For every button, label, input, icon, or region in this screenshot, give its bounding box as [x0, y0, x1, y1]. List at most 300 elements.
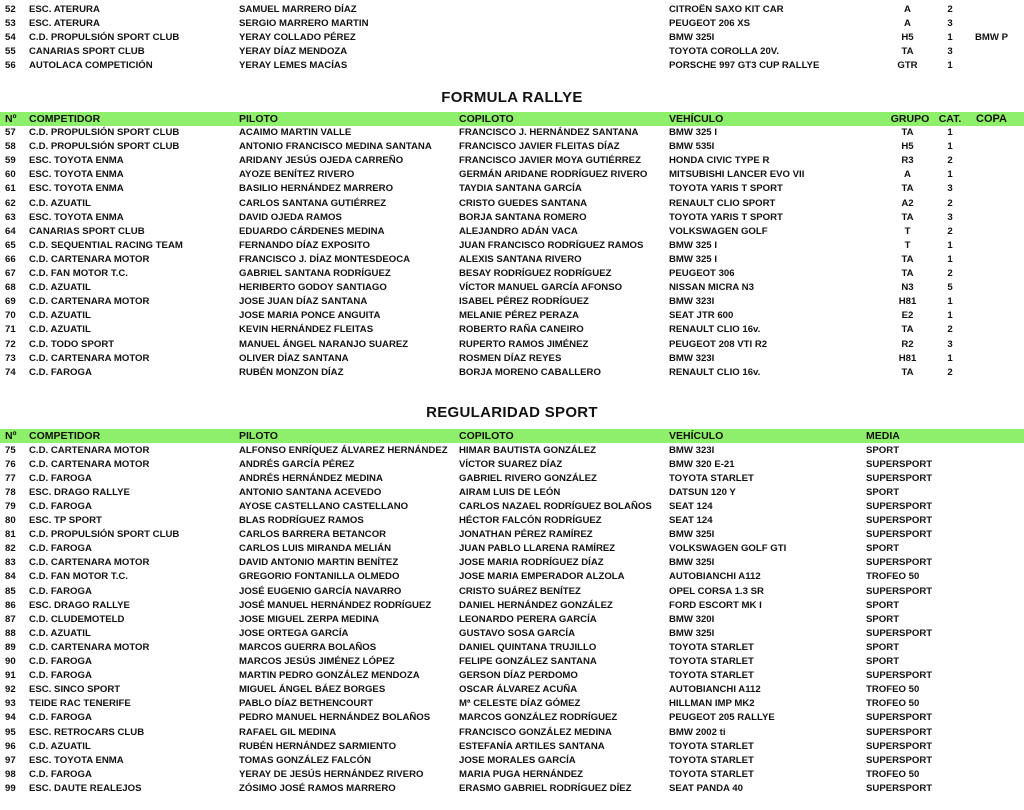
- cell-competidor: ESC. DRAGO RALLYE: [29, 486, 130, 498]
- cell-grupo: GTR: [897, 60, 918, 72]
- cell-copiloto: JUAN PABLO LLARENA RAMÍREZ: [459, 543, 616, 555]
- cell-competidor: C.D. PROPULSIÓN SPORT CLUB: [29, 32, 180, 44]
- cell-competidor: ESC. DRAGO RALLYE: [29, 599, 130, 611]
- cell-copiloto: HÉCTOR FALCÓN RODRÍGUEZ: [459, 515, 602, 526]
- cell-no: 55: [5, 46, 16, 58]
- cell-competidor: C.D. FAROGA: [29, 656, 92, 667]
- cell-grupo: TA: [901, 211, 914, 223]
- cell-competidor: ESC. RETROCARS CLUB: [29, 726, 145, 738]
- cell-no: 82: [5, 543, 16, 555]
- cell-no: 98: [5, 768, 16, 780]
- cell-cat: 2: [947, 225, 953, 237]
- cell-no: 56: [5, 60, 16, 72]
- cell-competidor: C.D. FAROGA: [29, 768, 92, 780]
- table-header-regularidad-sport: [0, 429, 1024, 443]
- cell-copiloto: AIRAM LUIS DE LEÓN: [459, 486, 561, 498]
- entry-row: [0, 585, 1024, 599]
- cell-piloto: BASILIO HERNÁNDEZ MARRERO: [239, 183, 394, 195]
- cell-vehiculo: BMW 325I: [669, 32, 715, 44]
- cell-vehiculo: HILLMAN IMP MK2: [669, 698, 755, 710]
- cell-copiloto: OSCAR ÁLVAREZ ACUÑA: [459, 684, 578, 696]
- cell-copiloto: Mª CELESTE DÍAZ GÓMEZ: [459, 698, 581, 710]
- header-competidor: COMPETIDOR: [29, 430, 101, 442]
- cell-piloto: MANUEL ÁNGEL NARANJO SUAREZ: [239, 338, 409, 350]
- cell-media: SPORT: [866, 599, 900, 611]
- cell-copiloto: MELANIE PÉREZ PERAZA: [459, 310, 579, 322]
- cell-grupo: R2: [901, 338, 914, 350]
- cell-piloto: MARCOS GUERRA BOLAÑOS: [239, 641, 377, 653]
- cell-copiloto: BORJA MORENO CABALLERO: [459, 366, 601, 378]
- table-header-formula-rallye: [0, 112, 1024, 126]
- cell-no: 70: [5, 310, 16, 322]
- cell-no: 95: [5, 726, 16, 738]
- entry-row: [0, 782, 1024, 796]
- cell-vehiculo: OPEL CORSA 1.3 SR: [669, 585, 764, 597]
- cell-vehiculo: BMW 535I: [669, 141, 715, 153]
- cell-no: 81: [5, 529, 16, 541]
- cell-no: 91: [5, 670, 16, 682]
- cell-piloto: YERAY DE JESÚS HERNÁNDEZ RIVERO: [239, 768, 424, 780]
- cell-vehiculo: TOYOTA STARLET: [669, 740, 754, 752]
- entry-row: [0, 528, 1024, 542]
- cell-competidor: C.D. CARTENARA MOTOR: [29, 641, 150, 653]
- cell-copiloto: JOSE MARIA RODRÍGUEZ DÍAZ: [459, 557, 604, 569]
- cell-no: 67: [5, 268, 16, 279]
- cell-piloto: MIGUEL ÁNGEL BÁEZ BORGES: [239, 684, 386, 696]
- cell-media: SUPERSPORT: [866, 500, 933, 512]
- cell-competidor: ESC. TOYOTA ENMA: [29, 169, 124, 181]
- cell-competidor: C.D. CLUDEMOTELD: [29, 613, 125, 625]
- cell-grupo: T: [904, 225, 911, 237]
- cell-vehiculo: PEUGEOT 208 VTI R2: [669, 338, 768, 350]
- cell-competidor: C.D. FAROGA: [29, 366, 92, 378]
- header-grupo: GRUPO: [890, 113, 930, 125]
- cell-vehiculo: AUTOBIANCHI A112: [669, 684, 761, 696]
- entry-row: [0, 309, 1024, 323]
- entry-row: [0, 556, 1024, 570]
- cell-competidor: TEIDE RAC TENERIFE: [29, 698, 131, 710]
- cell-copiloto: ROBERTO RAÑA CANEIRO: [459, 324, 584, 336]
- cell-cat: 3: [947, 211, 953, 223]
- cell-vehiculo: RENAULT CLIO SPORT: [669, 197, 776, 209]
- cell-competidor: AUTOLACA COMPETICIÓN: [29, 60, 153, 72]
- cell-piloto: ANDRÉS HERNÁNDEZ MEDINA: [239, 472, 383, 484]
- cell-vehiculo: TOYOTA YARIS T SPORT: [669, 183, 783, 195]
- cell-competidor: C.D. SEQUENTIAL RACING TEAM: [29, 239, 183, 251]
- cell-no: 61: [5, 183, 16, 195]
- cell-no: 75: [5, 444, 16, 456]
- cell-no: 72: [5, 338, 16, 350]
- cell-media: SUPERSPORT: [866, 472, 933, 484]
- cell-cat: 2: [947, 155, 953, 167]
- entry-row: [0, 641, 1024, 655]
- entry-row: [0, 542, 1024, 556]
- entry-row: [0, 754, 1024, 768]
- cell-no: 58: [5, 141, 16, 153]
- entry-row: [0, 458, 1024, 472]
- cell-competidor: ESC. TOYOTA ENMA: [29, 754, 124, 766]
- cell-vehiculo: TOYOTA STARLET: [669, 641, 754, 653]
- cell-no: 74: [5, 366, 16, 378]
- cell-vehiculo: TOYOTA STARLET: [669, 754, 754, 766]
- entry-row: [0, 239, 1024, 253]
- cell-vehiculo: RENAULT CLIO 16v.: [669, 366, 761, 378]
- cell-competidor: ESC. TOYOTA ENMA: [29, 211, 124, 223]
- cell-vehiculo: BMW 325 I: [669, 239, 717, 251]
- cell-competidor: CANARIAS SPORT CLUB: [29, 225, 145, 237]
- cell-no: 85: [5, 585, 16, 597]
- cell-competidor: C.D. TODO SPORT: [29, 338, 115, 350]
- cell-no: 59: [5, 155, 16, 167]
- cell-media: SUPERSPORT: [866, 585, 933, 597]
- cell-competidor: C.D. FAROGA: [29, 500, 92, 512]
- cell-competidor: C.D. FAROGA: [29, 670, 92, 682]
- cell-copiloto: VÍCTOR SUAREZ DÍAZ: [459, 458, 563, 470]
- entry-row: [0, 613, 1024, 627]
- cell-copiloto: BESAY RODRÍGUEZ RODRÍGUEZ: [459, 268, 612, 279]
- cell-grupo: A: [904, 4, 911, 15]
- cell-media: SUPERSPORT: [866, 754, 933, 766]
- cell-copiloto: LEONARDO PERERA GARCÍA: [459, 613, 597, 625]
- cell-media: SUPERSPORT: [866, 782, 933, 794]
- cell-piloto: DAVID OJEDA RAMOS: [239, 211, 342, 223]
- cell-piloto: RUBÉN HERNÁNDEZ SARMIENTO: [239, 740, 397, 752]
- entry-row: [0, 444, 1024, 458]
- cell-no: 76: [5, 458, 16, 470]
- cell-cat: 5: [947, 282, 953, 294]
- cell-media: SUPERSPORT: [866, 515, 933, 526]
- cell-copiloto: ALEJANDRO ADÁN VACA: [459, 225, 578, 237]
- cell-copiloto: HIMAR BAUTISTA GONZÁLEZ: [459, 444, 596, 456]
- cell-no: 73: [5, 352, 16, 364]
- cell-vehiculo: TOYOTA STARLET: [669, 656, 754, 667]
- cell-no: 64: [5, 225, 16, 237]
- cell-piloto: RUBÉN MONZON DÍAZ: [239, 366, 344, 378]
- entry-row: [0, 655, 1024, 669]
- cell-grupo: A2: [901, 197, 914, 209]
- cell-competidor: C.D. CARTENARA MOTOR: [29, 444, 150, 456]
- entry-row: [0, 627, 1024, 641]
- cell-piloto: FERNANDO DÍAZ EXPOSITO: [239, 239, 370, 251]
- cell-copiloto: CRISTO SUÁREZ BENÍTEZ: [459, 585, 581, 597]
- cell-vehiculo: NISSAN MICRA N3: [669, 282, 754, 294]
- cell-no: 78: [5, 486, 16, 498]
- cell-copiloto: ROSMEN DÍAZ REYES: [459, 352, 562, 364]
- cell-copiloto: CRISTO GUEDES SANTANA: [459, 197, 588, 209]
- cell-piloto: YERAY DÍAZ MENDOZA: [239, 46, 348, 58]
- cell-cat: 3: [947, 46, 953, 58]
- cell-competidor: C.D. AZUATIL: [29, 740, 91, 752]
- entry-row: [0, 323, 1024, 337]
- cell-competidor: C.D. CARTENARA MOTOR: [29, 557, 150, 569]
- cell-vehiculo: DATSUN 120 Y: [669, 486, 736, 498]
- cell-competidor: ESC. TP SPORT: [29, 515, 102, 526]
- cell-grupo: TA: [901, 183, 914, 195]
- cell-copiloto: ISABEL PÉREZ RODRÍGUEZ: [459, 296, 589, 308]
- cell-grupo: TA: [901, 268, 914, 279]
- cell-no: 57: [5, 127, 16, 138]
- cell-piloto: SAMUEL MARRERO DÍAZ: [239, 4, 357, 15]
- cell-vehiculo: BMW 325I: [669, 557, 715, 569]
- entry-row: [0, 126, 1024, 140]
- cell-copiloto: JONATHAN PÉREZ RAMÍREZ: [459, 529, 593, 541]
- cell-piloto: ARIDANY JESÚS OJEDA CARREÑO: [239, 155, 404, 167]
- cell-vehiculo: FORD ESCORT MK I: [669, 599, 762, 611]
- cell-cat: 3: [947, 18, 953, 30]
- cell-vehiculo: TOYOTA YARIS T SPORT: [669, 211, 783, 223]
- cell-no: 77: [5, 472, 16, 484]
- entry-row: [0, 253, 1024, 267]
- cell-vehiculo: PORSCHE 997 GT3 CUP RALLYE: [669, 60, 820, 72]
- cell-grupo: R3: [901, 155, 914, 167]
- entry-row: [0, 267, 1024, 281]
- entry-row: [0, 697, 1024, 711]
- cell-vehiculo: TOYOTA STARLET: [669, 670, 754, 682]
- section-title-regularidad-sport: REGULARIDAD SPORT: [426, 404, 598, 421]
- cell-competidor: ESC. SINCO SPORT: [29, 684, 121, 696]
- cell-grupo: A: [904, 169, 911, 181]
- cell-piloto: AYOSE CASTELLANO CASTELLANO: [239, 500, 409, 512]
- cell-copiloto: ESTEFANÍA ARTILES SANTANA: [459, 740, 605, 752]
- cell-piloto: FRANCISCO J. DÍAZ MONTESDEOCA: [239, 253, 411, 265]
- cell-competidor: C.D. AZUATIL: [29, 282, 91, 294]
- cell-no: 54: [5, 32, 16, 44]
- cell-grupo: TA: [901, 46, 914, 58]
- cell-grupo: H81: [898, 352, 917, 364]
- entry-row: [0, 472, 1024, 486]
- entry-row: [0, 366, 1024, 380]
- cell-media: SPORT: [866, 543, 900, 555]
- header-copa: COPA: [976, 113, 1007, 125]
- cell-vehiculo: BMW 323I: [669, 296, 715, 308]
- entry-row: [0, 211, 1024, 225]
- cell-no: 94: [5, 712, 16, 724]
- cell-media: TROFEO 50: [866, 698, 920, 710]
- cell-competidor: C.D. AZUATIL: [29, 627, 91, 639]
- cell-competidor: C.D. FAN MOTOR T.C.: [29, 571, 128, 583]
- cell-vehiculo: AUTOBIANCHI A112: [669, 571, 761, 583]
- cell-competidor: ESC. DAUTE REALEJOS: [29, 782, 142, 794]
- cell-vehiculo: PEUGEOT 206 XS: [669, 18, 751, 30]
- cell-piloto: BLAS RODRÍGUEZ RAMOS: [239, 515, 364, 526]
- cell-media: SUPERSPORT: [866, 670, 933, 682]
- cell-cat: 3: [947, 338, 953, 350]
- header-piloto: PILOTO: [239, 430, 278, 442]
- cell-cat: 2: [947, 366, 953, 378]
- entry-row: [0, 59, 1024, 73]
- cell-piloto: AYOZE BENÍTEZ RIVERO: [239, 169, 355, 181]
- cell-cat: 1: [947, 352, 953, 364]
- cell-copiloto: VÍCTOR MANUEL GARCÍA AFONSO: [459, 282, 623, 294]
- header-no: Nº: [5, 113, 17, 125]
- cell-media: SUPERSPORT: [866, 740, 933, 752]
- cell-competidor: C.D. AZUATIL: [29, 197, 91, 209]
- entry-row: [0, 352, 1024, 366]
- cell-grupo: N3: [901, 282, 914, 294]
- cell-piloto: RAFAEL GIL MEDINA: [239, 726, 337, 738]
- cell-copiloto: ALEXIS SANTANA RIVERO: [459, 253, 582, 265]
- cell-no: 93: [5, 698, 16, 710]
- cell-vehiculo: CITROËN SAXO KIT CAR: [669, 4, 784, 15]
- cell-grupo: A: [904, 18, 911, 30]
- cell-piloto: ACAIMO MARTIN VALLE: [239, 127, 352, 138]
- header-cat: CAT.: [938, 113, 962, 125]
- cell-no: 84: [5, 571, 16, 583]
- cell-media: SPORT: [866, 656, 900, 667]
- entry-row: [0, 726, 1024, 740]
- cell-media: SPORT: [866, 613, 900, 625]
- cell-vehiculo: BMW 325I: [669, 529, 715, 541]
- cell-competidor: C.D. CARTENARA MOTOR: [29, 458, 150, 470]
- header-media: MEDIA: [866, 430, 900, 442]
- cell-grupo: TA: [901, 127, 914, 138]
- cell-piloto: YERAY LEMES MACÍAS: [239, 60, 348, 72]
- cell-vehiculo: SEAT 124: [669, 500, 713, 512]
- cell-piloto: EDUARDO CÁRDENES MEDINA: [239, 225, 385, 237]
- section-title-formula-rallye: FORMULA RALLYE: [441, 89, 583, 106]
- cell-vehiculo: SEAT 124: [669, 515, 713, 526]
- cell-piloto: GREGORIO FONTANILLA OLMEDO: [239, 571, 400, 583]
- cell-piloto: ZÓSIMO JOSÉ RAMOS MARRERO: [239, 782, 396, 794]
- entry-row: [0, 3, 1024, 17]
- cell-no: 88: [5, 627, 16, 639]
- cell-piloto: OLIVER DÍAZ SANTANA: [239, 352, 349, 364]
- cell-competidor: C.D. CARTENARA MOTOR: [29, 352, 150, 364]
- cell-no: 83: [5, 557, 16, 569]
- cell-copiloto: DANIEL QUINTANA TRUJILLO: [459, 641, 597, 653]
- cell-competidor: CANARIAS SPORT CLUB: [29, 46, 145, 58]
- cell-copiloto: MARIA PUGA HERNÁNDEZ: [459, 768, 584, 780]
- cell-grupo: TA: [901, 366, 914, 378]
- cell-media: SUPERSPORT: [866, 627, 933, 639]
- cell-vehiculo: BMW 325 I: [669, 253, 717, 265]
- cell-piloto: JOSE ORTEGA GARCÍA: [239, 627, 349, 639]
- entry-row: [0, 225, 1024, 239]
- cell-media: TROFEO 50: [866, 571, 920, 583]
- entry-row: [0, 197, 1024, 211]
- header-competidor: COMPETIDOR: [29, 113, 101, 125]
- cell-media: SUPERSPORT: [866, 458, 933, 470]
- entry-row: [0, 281, 1024, 295]
- cell-copiloto: BORJA SANTANA ROMERO: [459, 211, 587, 223]
- entry-row: [0, 570, 1024, 584]
- cell-cat: 1: [947, 169, 953, 181]
- cell-no: 53: [5, 18, 16, 30]
- cell-cat: 2: [947, 197, 953, 209]
- cell-competidor: ESC. ATERURA: [29, 4, 100, 15]
- cell-copiloto: GERMÁN ARIDANE RODRÍGUEZ RIVERO: [459, 169, 648, 181]
- cell-cat: 1: [947, 296, 953, 308]
- cell-competidor: ESC. TOYOTA ENMA: [29, 155, 124, 167]
- cell-copiloto: MARCOS GONZÁLEZ RODRÍGUEZ: [459, 712, 618, 724]
- cell-vehiculo: TOYOTA COROLLA 20V.: [669, 46, 779, 58]
- cell-vehiculo: PEUGEOT 205 RALLYE: [669, 712, 775, 724]
- cell-piloto: DAVID ANTONIO MARTIN BENÍTEZ: [239, 557, 399, 569]
- cell-competidor: C.D. PROPULSIÓN SPORT CLUB: [29, 529, 180, 541]
- cell-competidor: ESC. TOYOTA ENMA: [29, 183, 124, 195]
- cell-piloto: ALFONSO ENRÍQUEZ ÁLVAREZ HERNÁNDEZ: [239, 444, 448, 456]
- cell-copiloto: JUAN FRANCISCO RODRÍGUEZ RAMOS: [459, 239, 644, 251]
- cell-piloto: ANTONIO SANTANA ACEVEDO: [239, 486, 382, 498]
- cell-no: 63: [5, 211, 16, 223]
- entry-row: [0, 338, 1024, 352]
- cell-cat: 2: [947, 4, 953, 15]
- cell-grupo: TA: [901, 324, 914, 336]
- cell-vehiculo: RENAULT CLIO 16v.: [669, 324, 761, 336]
- cell-competidor: C.D. AZUATIL: [29, 324, 91, 336]
- cell-competidor: C.D. PROPULSIÓN SPORT CLUB: [29, 141, 180, 153]
- cell-piloto: ANDRÉS GARCÍA PÉREZ: [239, 458, 355, 470]
- entry-row: [0, 295, 1024, 309]
- cell-grupo: E2: [901, 310, 914, 322]
- cell-piloto: JOSÉ MANUEL HERNÁNDEZ RODRÍGUEZ: [239, 599, 432, 611]
- entry-row: [0, 140, 1024, 154]
- cell-media: SUPERSPORT: [866, 712, 933, 724]
- cell-vehiculo: BMW 323I: [669, 352, 715, 364]
- cell-no: 87: [5, 613, 16, 625]
- cell-piloto: PABLO DÍAZ BETHENCOURT: [239, 698, 374, 710]
- cell-cat: 1: [947, 239, 953, 251]
- cell-vehiculo: TOYOTA STARLET: [669, 768, 754, 780]
- cell-vehiculo: BMW 2002 ti: [669, 726, 726, 738]
- cell-vehiculo: MITSUBISHI LANCER EVO VII: [669, 169, 805, 181]
- cell-copiloto: JOSE MORALES GARCÍA: [459, 754, 576, 766]
- cell-copiloto: DANIEL HERNÁNDEZ GONZÁLEZ: [459, 599, 613, 611]
- cell-competidor: C.D. PROPULSIÓN SPORT CLUB: [29, 127, 180, 138]
- cell-competidor: ESC. ATERURA: [29, 18, 100, 30]
- cell-no: 89: [5, 641, 16, 653]
- cell-copiloto: ERASMO GABRIEL RODRÍGUEZ DÍEZ: [459, 782, 632, 794]
- cell-copiloto: FRANCISCO J. HERNÁNDEZ SANTANA: [459, 127, 639, 138]
- cell-no: 52: [5, 4, 16, 15]
- entry-row: [0, 740, 1024, 754]
- cell-cat: 2: [947, 324, 953, 336]
- entry-row: [0, 182, 1024, 196]
- cell-vehiculo: BMW 325 I: [669, 127, 717, 138]
- cell-competidor: C.D. FAROGA: [29, 543, 92, 555]
- cell-no: 66: [5, 253, 16, 265]
- cell-copiloto: GERSON DÍAZ PERDOMO: [459, 670, 578, 682]
- header-vehiculo: VEHÍCULO: [669, 113, 724, 125]
- header-copiloto: COPILOTO: [459, 113, 514, 125]
- cell-competidor: C.D. CARTENARA MOTOR: [29, 296, 150, 308]
- cell-media: SUPERSPORT: [866, 529, 933, 541]
- cell-media: SPORT: [866, 486, 900, 498]
- cell-no: 62: [5, 197, 16, 209]
- header-vehiculo: VEHÍCULO: [669, 430, 724, 442]
- cell-cat: 3: [947, 183, 953, 195]
- cell-media: TROFEO 50: [866, 768, 920, 780]
- cell-media: SPORT: [866, 444, 900, 456]
- cell-cat: 1: [947, 127, 953, 138]
- cell-no: 79: [5, 500, 16, 512]
- entry-row: [0, 154, 1024, 168]
- cell-vehiculo: BMW 325I: [669, 627, 715, 639]
- cell-grupo: H5: [901, 32, 914, 44]
- cell-piloto: PEDRO MANUEL HERNÁNDEZ BOLAÑOS: [239, 712, 431, 724]
- cell-copiloto: FELIPE GONZÁLEZ SANTANA: [459, 656, 597, 667]
- entry-row: [0, 31, 1024, 45]
- cell-no: 99: [5, 782, 16, 794]
- cell-competidor: C.D. FAROGA: [29, 585, 92, 597]
- cell-no: 68: [5, 282, 16, 294]
- cell-no: 92: [5, 684, 16, 696]
- cell-copiloto: GUSTAVO SOSA GARCÍA: [459, 627, 576, 639]
- cell-piloto: KEVIN HERNÁNDEZ FLEITAS: [239, 324, 374, 336]
- cell-copiloto: FRANCISCO JAVIER FLEITAS DÍAZ: [459, 141, 620, 153]
- cell-grupo: H81: [898, 296, 917, 308]
- cell-vehiculo: BMW 323I: [669, 444, 715, 456]
